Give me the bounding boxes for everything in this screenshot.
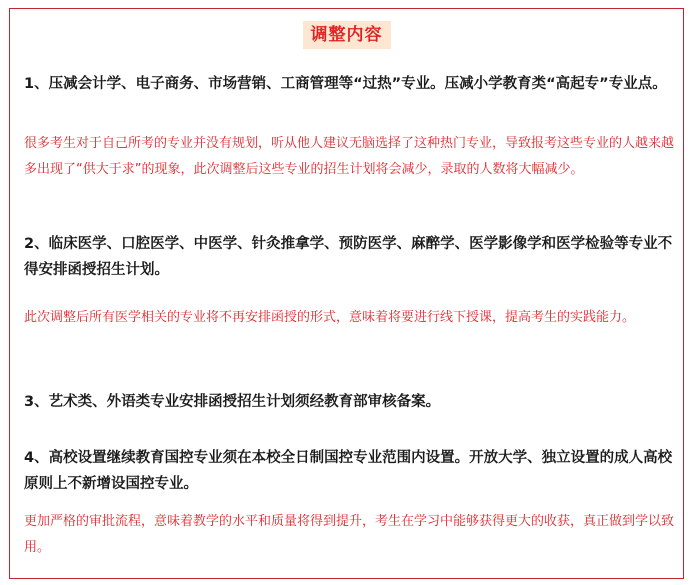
title-wrap	[10, 21, 683, 49]
item-2-note-block	[24, 305, 674, 331]
item-4-note-block	[24, 509, 674, 561]
item-3	[24, 389, 674, 415]
section-title: 调整内容	[303, 21, 391, 49]
item-4-note: 更加严格的审批流程，意味着教学的水平和质量将得到提升，考生在学习中能够获得更大的收获，真正做到学以致用。	[24, 514, 675, 555]
item-2	[24, 231, 674, 283]
item-4	[24, 445, 674, 497]
item-1	[24, 71, 674, 97]
item-2-note: 此次调整后所有医学相关的专业将不再安排函授的形式，意味着将要进行线下授课，提高考生的实践能力。	[24, 310, 636, 325]
item-3-heading: 3、艺术类、外语类专业安排函授招生计划须经教育部审核备案。	[24, 394, 441, 410]
item-1-heading: 1、压减会计学、电子商务、市场营销、工商管理等“过热”专业。压减小学教育类“高起专”专业点。	[24, 76, 667, 92]
item-2-heading: 2、临床医学、口腔医学、中医学、针灸推拿学、预防医学、麻醉学、医学影像学和医学检验等专业不得安排函授招生计划。	[24, 236, 673, 278]
item-1-note: 很多考生对于自己所考的专业并没有规划，听从他人建议无脑选择了这种热门专业，导致报考这些专业的人越来越多出现了“供大于求”的现象，此次调整后这些专业的招生计划将会减少，录取的人数将大幅减少。	[24, 136, 675, 177]
item-4-heading: 4、高校设置继续教育国控专业须在本校全日制国控专业范围内设置。开放大学、独立设置的成人高校原则上不新增设国控专业。	[24, 450, 673, 492]
content-frame	[9, 8, 684, 579]
item-1-note-block	[24, 131, 674, 183]
